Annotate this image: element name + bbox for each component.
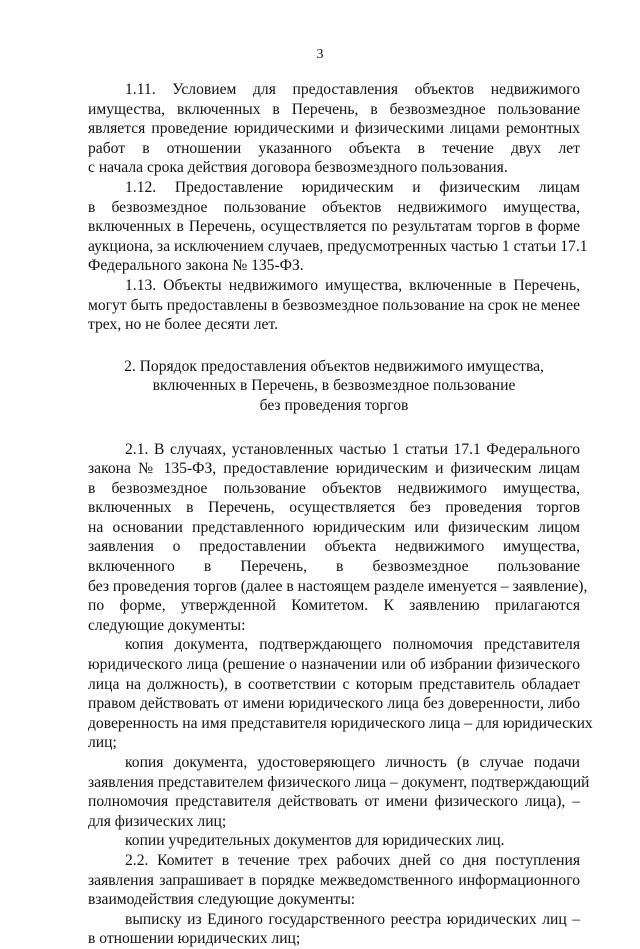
- paragraph-p1-13: [88, 276, 580, 335]
- text-line: включенных в Перечень, осуществляется без проведения торгов: [88, 499, 580, 517]
- text-line: на основании представленного юридическим или физическим лицом: [88, 518, 580, 536]
- text-line: с начала срока действия договора безвозмездного пользования.: [88, 159, 508, 177]
- text-line: трех, но не более десяти лет.: [88, 316, 279, 334]
- text-line: 1.12. Предоставление юридическим и физическим лицам: [125, 178, 580, 196]
- paragraph-p2-1-b: [88, 753, 590, 831]
- paragraph-p2-1: [88, 440, 588, 636]
- text-line: является проведение юридическими и физическими лицами ремонтных: [88, 120, 580, 138]
- text-line: лиц;: [88, 734, 117, 752]
- text-line: включенного в Перечень, в безвозмездное пользование: [88, 558, 580, 576]
- text-line: работ в отношении указанного объекта в течение двух лет: [88, 139, 580, 157]
- section-heading-line: без проведения торгов: [259, 396, 409, 414]
- text-line: копия документа, удостоверяющего личность (в случае подачи: [125, 754, 580, 771]
- text-line: в безвозмездное пользование объектов недвижимого имущества,: [88, 198, 580, 216]
- text-line: могут быть предоставлены в безвозмездное пользование на срок не менее: [88, 296, 580, 314]
- text-line: юридического лица (решение о назначении или об избрании физического: [88, 656, 580, 674]
- paragraph-p2-1-c: [88, 831, 580, 851]
- text-line: лица на должность), в соответствии с которым представитель обладает: [88, 675, 580, 693]
- paragraph-p2-1-a: [88, 635, 593, 753]
- section-1-paragraphs: [88, 80, 588, 335]
- text-line: правом действовать от имени юридического лица без доверенности, либо: [88, 695, 580, 713]
- text-line: аукциона, за исключением случаев, предусмотренных частью 1 статьи 17.1: [88, 237, 588, 255]
- paragraph-p1-12: [88, 178, 588, 276]
- text-line: закона № 135-ФЗ, предоставление юридическим и физическим лицам: [88, 460, 580, 478]
- text-line: без проведения торгов (далее в настоящем разделе именуется – заявление),: [88, 577, 588, 595]
- text-line: включенных в Перечень, осуществляется по результатам торгов в форме: [88, 218, 580, 236]
- text-line: копии учредительных документов для юридических лиц.: [125, 832, 505, 850]
- text-line: 2.2. Комитет в течение трех рабочих дней со дня поступления: [125, 851, 580, 869]
- text-line: заявления запрашивает в порядке межведомственного информационного: [88, 871, 580, 889]
- text-line: для физических лиц;: [88, 812, 227, 830]
- document-body: [88, 80, 593, 949]
- text-line: взаимодействия следующие документы:: [88, 891, 356, 909]
- text-line: имущества, включенных в Перечень, в безвозмездное пользование: [88, 100, 580, 118]
- text-line: следующие документы:: [88, 616, 246, 634]
- section-heading: [88, 357, 580, 416]
- text-line: копия документа, подтверждающего полномочия представителя: [125, 636, 580, 654]
- text-line: заявления о предоставлении объекта недвижимого имущества,: [88, 538, 580, 556]
- text-line: заявления представителем физического лица – документ, подтверждающий: [88, 773, 590, 791]
- text-line: по форме, утвержденной Комитетом. К заявлению прилагаются: [88, 597, 580, 615]
- paragraph-p2-2: [88, 851, 580, 910]
- text-line: в безвозмездное пользование объектов недвижимого имущества,: [88, 479, 580, 497]
- section-2-paragraphs: [88, 440, 593, 949]
- paragraph-p1-11: [88, 80, 580, 178]
- page-number: 3: [316, 47, 324, 62]
- section-heading-line: 2. Порядок предоставления объектов недвижимого имущества,: [124, 357, 544, 375]
- text-line: полномочия представителя действовать от имени физического лица), –: [88, 793, 580, 811]
- text-line: доверенность на имя представителя юридического лица – для юридических: [88, 714, 593, 732]
- section-heading-line: включенных в Перечень, в безвозмездное пользование: [152, 377, 516, 395]
- text-line: 1.11. Условием для предоставления объектов недвижимого: [125, 81, 580, 98]
- text-line: в отношении юридических лиц;: [88, 930, 301, 948]
- text-line: выписку из Единого государственного реестра юридических лиц –: [125, 910, 580, 928]
- text-line: Федерального закона № 135-ФЗ.: [88, 257, 304, 275]
- text-line: 1.13. Объекты недвижимого имущества, включенные в Перечень,: [125, 276, 580, 294]
- paragraph-p2-2-a: [88, 910, 580, 949]
- text-line: 2.1. В случаях, установленных частью 1 статьи 17.1 Федерального: [125, 440, 580, 458]
